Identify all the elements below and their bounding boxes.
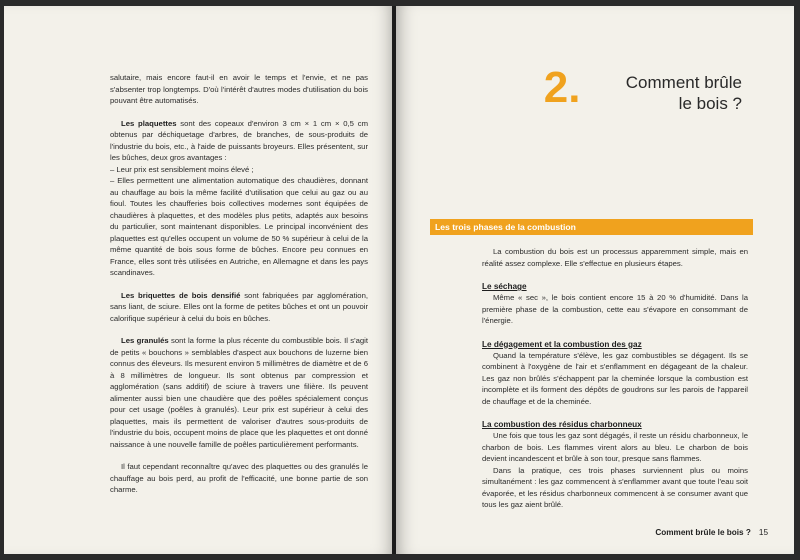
chapter-title bbox=[626, 72, 742, 114]
section-residus bbox=[482, 419, 748, 511]
left-paragraph-conclusion: Il faut cependant reconnaître qu'avec des plaquettes ou des granulés le chauffage au bois perd, au profit de l'efficacité, une bonne partie de son charme. bbox=[110, 462, 368, 494]
page-footer bbox=[655, 528, 768, 537]
page-number: 15 bbox=[758, 528, 768, 537]
section-text: Quand la température s'élève, les gaz combustibles se dégagent. Ils se combinent à l'oxygène de l'air et s'enflamment en dégageant de la chaleur. Les gaz non brûlés s'échappent par la cheminée lorsque la combustion est incomplète et ils forment des dépôts de goudrons sur les parois de l'appareil de chauffage et de la cheminée. bbox=[482, 350, 748, 406]
section-heading: La combustion des résidus charbonneux bbox=[482, 420, 642, 429]
right-page bbox=[396, 6, 794, 554]
left-page bbox=[4, 6, 394, 554]
section-heading: Le séchage bbox=[482, 282, 527, 291]
footer-title: Comment brûle le bois ? bbox=[655, 528, 751, 537]
granules-text: sont la forme la plus récente du combustible bois. Il s'agit de petits « bouchons » semblables d'aspect aux bouchons de luzerne bien connus des éleveurs. Ils mesurent environ 5 millimètres de diamètre et de 6 à 8 millimètres de longueur. Ils sont obtenus par compression et agglomération (sans additif) de sciure à travers une filière. Ils peuvent alimenter aussi bien une chaudière que des poêles spécialement conçus pour cet usage (poêles à granulés). Leur prix est supérieur à celui des plaquettes, mais ils permettent de valoriser d'autres sous-produits de l'industrie du bois, occupent moins de place que les plaquettes et ont donné naissance à une nouvelle famille de poêles particulièrement performants. bbox=[110, 336, 368, 449]
granules-term: Les granulés bbox=[121, 336, 169, 345]
plaquettes-advantage-1: – Leur prix est sensiblement moins élevé ; bbox=[110, 164, 254, 174]
left-paragraph-intro: salutaire, mais encore faut-il en avoir le temps et l'envie, et ne pas s'absenter trop longtemps. D'où l'intérêt d'autres modes d'utilisation du bois pouvant être automatisés. bbox=[110, 73, 368, 105]
granules-paragraph bbox=[110, 335, 368, 450]
plaquettes-text: sont des copeaux d'environ 3 cm × 1 cm × 0,5 cm obtenus par déchiquetage d'arbres, de branches, de sous-produits de l'industrie du bois, etc., à l'aide de puissants broyeurs. Elles présentent, sur les bûches, deux gros avantages : bbox=[110, 118, 368, 162]
plaquettes-paragraph bbox=[110, 118, 368, 164]
briquettes-term: Les briquettes de bois densifié bbox=[121, 290, 241, 300]
chapter-title-line-2: le bois ? bbox=[678, 94, 742, 113]
plaquettes-advantage-2: – Elles permettent une alimentation automatique des chaudières, donnant au chauffage au bois la même facilité d'utilisation que celui au gaz ou au fioul. Toutes les chaufferies bois collectives modernes sont équipées de chaudières à plaquettes, et des modèles plus petits, adaptés aux besoins du particulier, sont maintenant disponibles. Le principal inconvénient des plaquettes est qu'elles occupent un volume de 50 % supérieur à celui de la même quantité de bois sous forme de bûches. Encore peu connues en France, elles sont très utilisées en Autriche, en Allemagne et dans les pays scandinaves. bbox=[110, 176, 368, 277]
left-text-column bbox=[110, 72, 368, 507]
chapter-title-line-1: Comment brûle bbox=[625, 73, 742, 92]
section-gaz bbox=[482, 339, 748, 408]
section-text-continued: Dans la pratique, ces trois phases surviennent plus ou moins simultanément : les gaz commencent à s'enflammer avant que toute l'eau soit évaporée, et les résidus charbonneux commencent à se consumer avant que tous les gaz aient brûlé. bbox=[482, 465, 748, 509]
combustion-intro: La combustion du bois est un processus apparemment simple, mais en réalité assez complexe. Elle s'effectue en plusieurs étapes. bbox=[482, 247, 748, 268]
section-banner: Les trois phases de la combustion bbox=[430, 219, 753, 235]
chapter-heading bbox=[543, 63, 742, 114]
briquettes-paragraph bbox=[110, 290, 368, 325]
chapter-number: 2. bbox=[543, 63, 581, 112]
section-text: Même « sec », le bois contient encore 15 à 20 % d'humidité. Dans la première phase de la combustion, cette eau s'évapore en consommant de l'énergie. bbox=[482, 293, 748, 325]
briquettes-text: sont fabriquées par agglomération, sans liant, de sciure. Elles ont la forme de petites bûches et ont un pouvoir calorifique supérieur à celui du bois en bûches. bbox=[110, 290, 368, 323]
plaquettes-term: Les plaquettes bbox=[121, 118, 177, 128]
section-sechage bbox=[482, 281, 748, 327]
right-text-column bbox=[482, 246, 748, 523]
section-text: Une fois que tous les gaz sont dégagés, il reste un résidu charbonneux, le charbon de bois. Les flammes virent alors au bleu. Le charbon de bois devient incandescent et brûle à son tour, presque sans flammes. bbox=[482, 431, 748, 463]
section-heading: Le dégagement et la combustion des gaz bbox=[482, 339, 642, 349]
